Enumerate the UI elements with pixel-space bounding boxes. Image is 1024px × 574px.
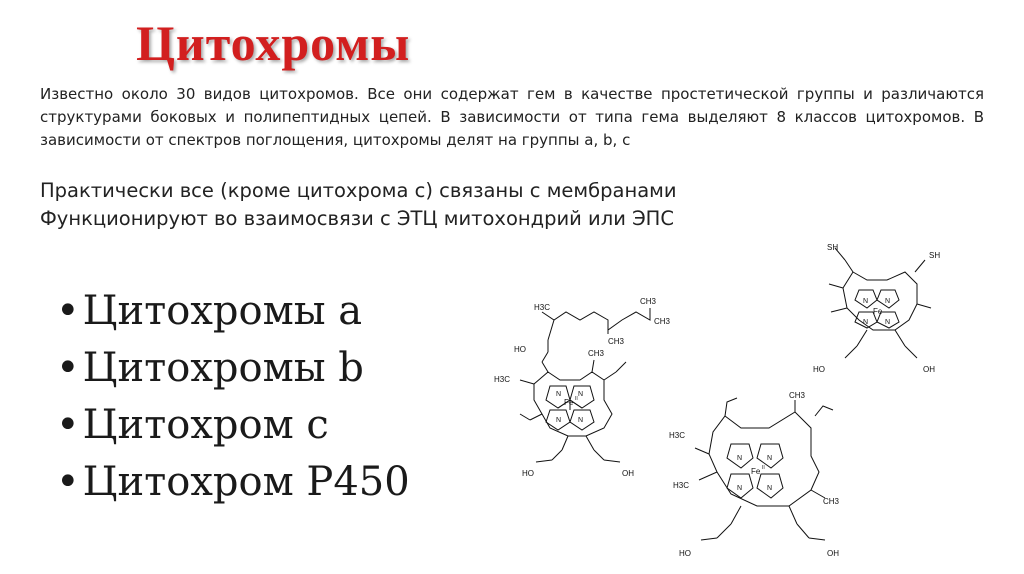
membrane-line-2: Функционируют во взаимосвязи с ЭТЦ митохондрий или ЭПС xyxy=(40,207,674,230)
acid-tail-label: OH xyxy=(827,549,839,558)
pyrrole-n: N xyxy=(885,319,891,326)
membrane-line-1: Практически все (кроме цитохрома с) связаны с мембранами xyxy=(40,179,677,202)
list-item-label: Цитохром c xyxy=(82,402,329,448)
tail-methyl-3: CH3 xyxy=(640,297,657,306)
acid-tail-label: OH xyxy=(622,469,634,478)
iron-label: Fe xyxy=(873,307,883,316)
bullet-glyph: • xyxy=(56,345,80,391)
list-item-label: Цитохромы b xyxy=(82,345,364,391)
tail-methyl-4: CH3 xyxy=(654,317,671,326)
list-item-label: Цитохромы a xyxy=(82,288,363,334)
list-item xyxy=(56,283,410,340)
iron-label: Fe xyxy=(751,467,761,476)
methyl-right-label-2: CH3 xyxy=(823,497,840,506)
list-item xyxy=(56,340,410,397)
list-item xyxy=(56,397,410,454)
heme-a-structure xyxy=(490,290,690,485)
page-title: Цитохромы xyxy=(136,15,411,71)
list-item-label: Цитохром P450 xyxy=(82,459,410,505)
acid-label: HO xyxy=(813,365,825,374)
oxidation-state: II xyxy=(762,465,765,471)
pyrrole-n: N xyxy=(578,417,584,424)
bullet-glyph: • xyxy=(56,459,80,505)
cytochrome-list xyxy=(56,283,410,511)
thiol-label-2: SH xyxy=(929,251,941,260)
pyrrole-n: N xyxy=(885,298,891,305)
pyrrole-n: N xyxy=(737,485,743,492)
methyl-left-label: H3C xyxy=(669,431,686,440)
pyrrole-n: N xyxy=(578,391,584,398)
tail-methyl-1: H3C xyxy=(534,303,551,312)
heme-b-structure xyxy=(665,388,865,570)
heme-c-structure xyxy=(805,238,965,388)
pyrrole-n: N xyxy=(863,319,869,326)
pyrrole-n: N xyxy=(737,455,743,462)
tail-methyl-2: CH3 xyxy=(608,337,625,346)
acid-label: HO xyxy=(679,549,691,558)
membrane-statements xyxy=(40,177,800,233)
thiol-label: SH xyxy=(827,243,839,252)
bullet-glyph: • xyxy=(56,402,80,448)
pyrrole-n: N xyxy=(556,417,562,424)
oxidation-state: II xyxy=(575,396,578,402)
methyl-label: H3C xyxy=(494,375,511,384)
list-item xyxy=(56,454,410,511)
hydroxyl-label: HO xyxy=(514,345,526,354)
methyl-label-2: CH3 xyxy=(588,349,605,358)
pyrrole-n: N xyxy=(767,485,773,492)
pyrrole-n: N xyxy=(863,298,869,305)
pyrrole-n: N xyxy=(556,391,562,398)
acid-label: HO xyxy=(522,469,534,478)
methyl-left-label-2: H3C xyxy=(673,481,690,490)
iron-label: Fe xyxy=(564,398,574,407)
pyrrole-n: N xyxy=(767,455,773,462)
bullet-glyph: • xyxy=(56,288,80,334)
intro-paragraph: Известно около 30 видов цитохромов. Все они содержат гем в качестве простетической группы и различаются структурами боковых и полипептидных цепей. В зависимости от типа гема выделяют 8 классов цитохромов. В зависимости от спектров поглощения, цитохромы делят на группы a, b, c xyxy=(40,85,984,149)
methyl-right-label: CH3 xyxy=(789,391,806,400)
acid-tail-label: OH xyxy=(923,365,935,374)
